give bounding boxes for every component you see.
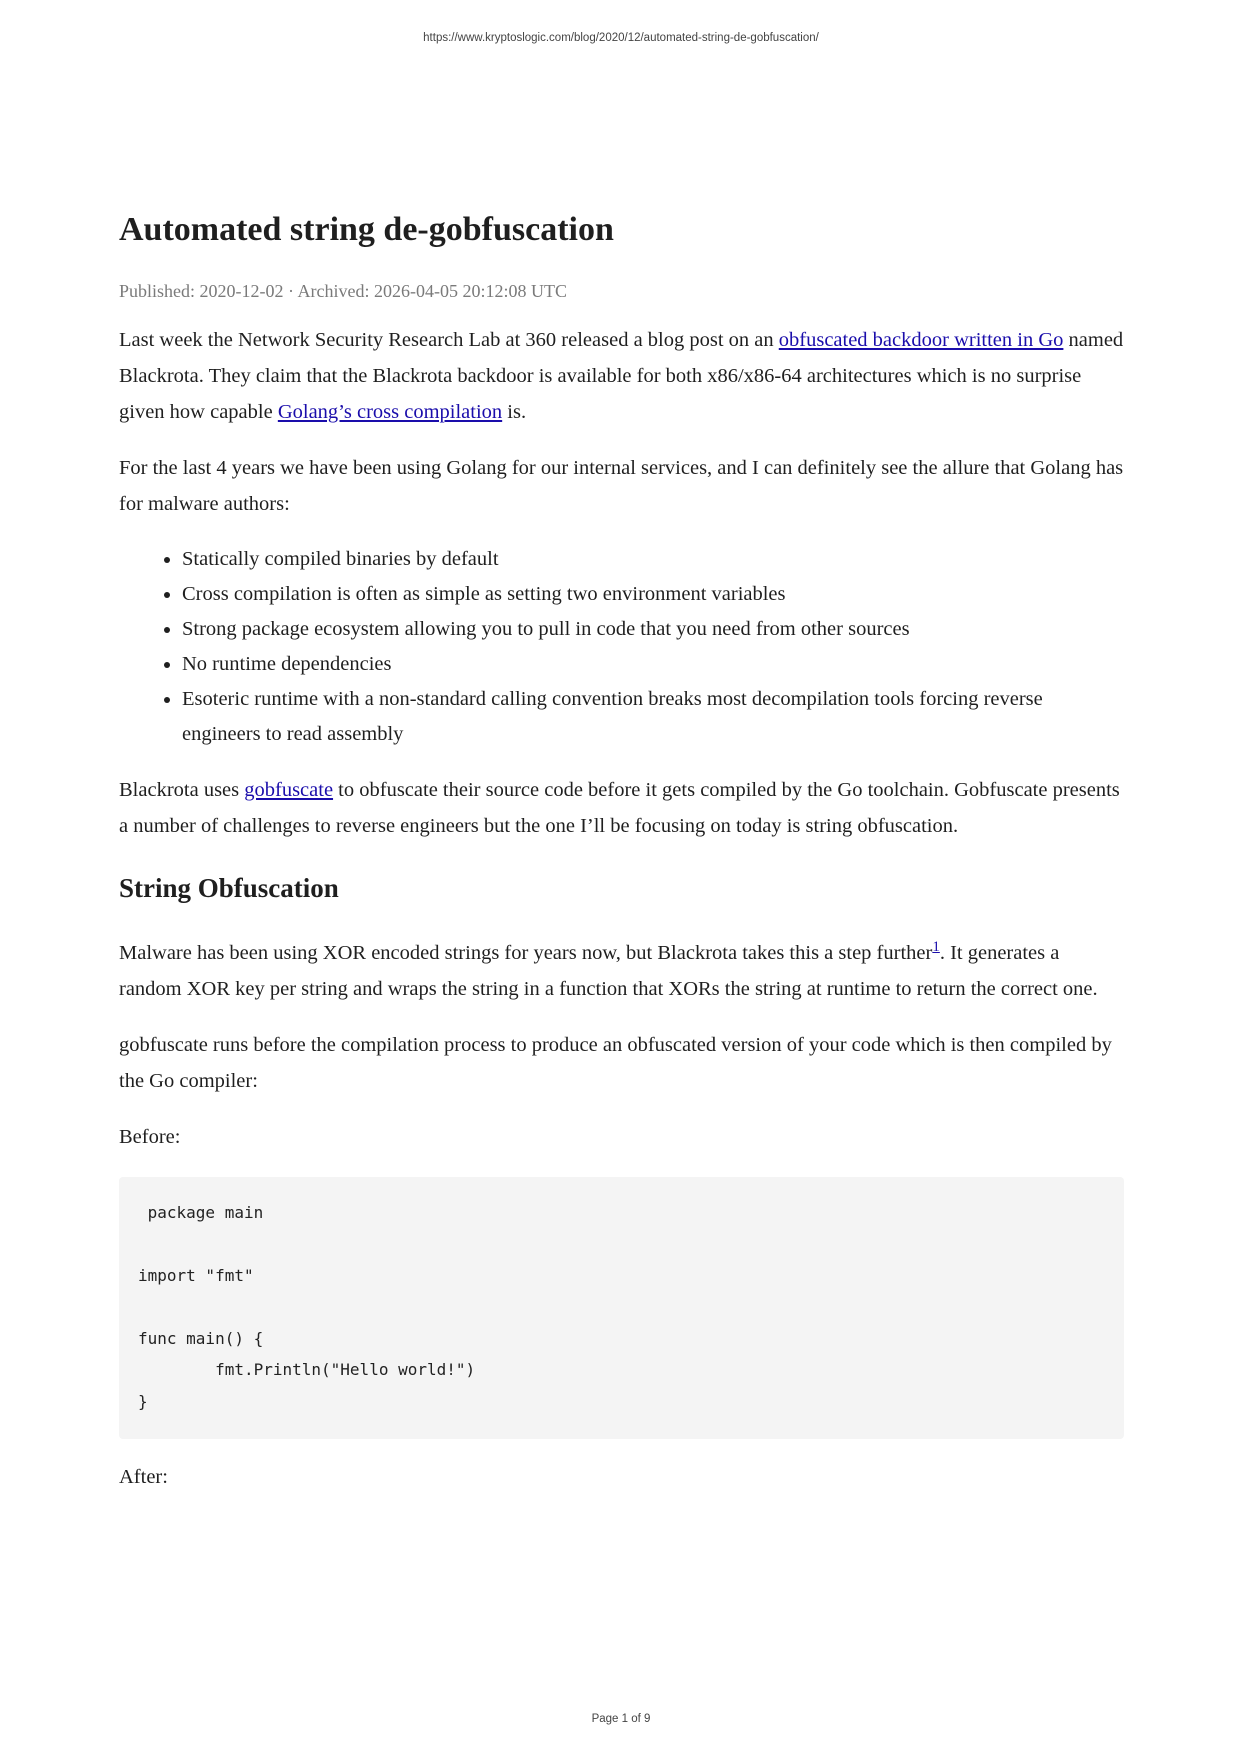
article (119, 210, 1124, 1495)
list-item: • Statically compiled binaries by default (182, 542, 1124, 577)
code-line: } (138, 1391, 148, 1411)
code-line (138, 1291, 1106, 1323)
list-item: • No runtime dependencies (182, 647, 1124, 682)
article-meta: Published: 2020-12-02 · Archived: 2026-04-05 20:12:08 UTC (119, 281, 567, 301)
label-before: Before: (119, 1125, 181, 1148)
code-line: fmt.Println("Hello world!") (138, 1360, 476, 1380)
code-line: import "fmt" (138, 1265, 254, 1285)
paragraph-golang-allure: For the last 4 years we have been using Golang for our internal services, and I can definitely see the allure that Golang has for malware authors: (119, 457, 1124, 515)
code-line: package main (138, 1202, 264, 1222)
paragraph-gobfuscate: Blackrota uses gobfuscate to obfuscate their source code before it gets compiled by the Go toolchain. Gobfuscate presents a number of challenges to reverse engineers but the one I’ll be focusing on today is string obfuscation. (119, 779, 1120, 837)
list-item: • Cross compilation is often as simple as setting two environment variables (182, 577, 1124, 612)
footnote-link[interactable]: 1 (932, 939, 940, 955)
list-item: • Strong package ecosystem allowing you to pull in code that you need from other sources (182, 612, 1124, 647)
code-block-before (119, 1177, 1124, 1440)
section-heading-string-obfuscation: String Obfuscation (119, 873, 339, 903)
paragraph-gobfuscate-process: gobfuscate runs before the compilation process to produce an obfuscated version of your code which is then compiled by the Go compiler: (119, 1033, 1112, 1092)
golang-features-list (119, 542, 1124, 752)
code-line: func main() { (138, 1328, 264, 1348)
page-number: Page 1 of 9 (591, 1713, 651, 1725)
link-obfuscated-backdoor[interactable]: obfuscated backdoor written in Go (778, 329, 1064, 351)
paragraph-intro: Last week the Network Security Research Lab at 360 released a blog post on an obfuscated backdoor written in Go named Blackrota. They claim that the Blackrota backdoor is available for both x86/x86-64 architectures which is no surprise given how capable Golang’s cross compilation is. (119, 329, 1124, 423)
label-after: After: (119, 1466, 168, 1489)
link-golang-cross-compilation[interactable]: Golang’s cross compilation (277, 401, 503, 423)
paragraph-xor-strings: Malware has been using XOR encoded strings for years now, but Blackrota takes this a step further$^1$. It generates a random XOR key per string and wraps the string in a function that XORs the string at runtime to return the correct one. (119, 939, 1098, 1000)
code-line (138, 1228, 1106, 1260)
page-url-header: https://www.kryptoslogic.com/blog/2020/12/automated-string-de-gobfuscation/ (423, 32, 819, 44)
link-gobfuscate[interactable]: gobfuscate (244, 779, 334, 801)
list-item: • Esoteric runtime with a non-standard calling convention breaks most decompilation tools forcing reverse engineers to read assembly (182, 682, 1124, 752)
article-title: Automated string de-gobfuscation (119, 211, 614, 248)
